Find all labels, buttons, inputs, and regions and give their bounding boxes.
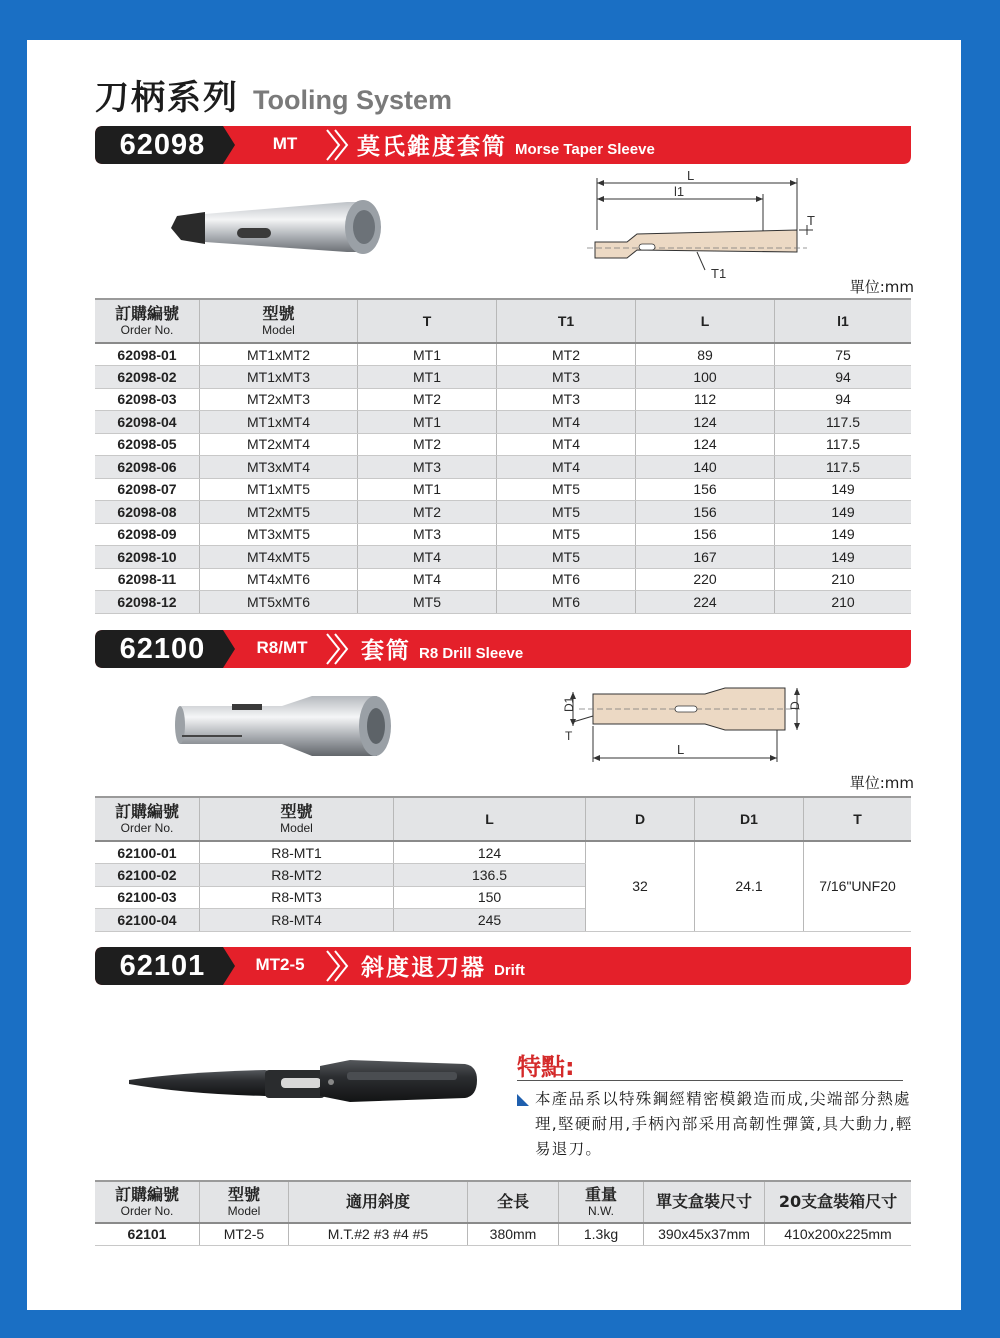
diagram1-label-T: T	[807, 213, 815, 228]
table-cell: MT4	[358, 568, 497, 591]
col-l: L	[394, 797, 586, 841]
table-cell: MT2	[358, 433, 497, 456]
table-cell: 117.5	[775, 433, 912, 456]
table-row	[95, 841, 911, 864]
section-bar-62100	[95, 630, 911, 668]
spec-table-62098	[95, 298, 911, 614]
table-cell: MT5	[497, 501, 636, 524]
table-header-row	[95, 797, 911, 841]
col-d1: D1	[695, 797, 804, 841]
table-cell: MT1	[358, 478, 497, 501]
table-cell: 32	[586, 841, 695, 931]
diagram2-label-L: L	[677, 742, 685, 757]
col-taper: 適用斜度	[289, 1181, 468, 1223]
table-cell: MT2xMT5	[200, 501, 358, 524]
bullet-triangle-icon	[517, 1094, 529, 1106]
table-cell: 62098-05	[95, 433, 200, 456]
table-cell: 149	[775, 546, 912, 569]
table-cell: 150	[394, 886, 586, 909]
col-weight: 重量 N.W.	[559, 1181, 644, 1223]
page-title-en: Tooling System	[253, 85, 453, 115]
table-cell: MT4	[497, 456, 636, 479]
table-cell: 390x45x37mm	[644, 1223, 765, 1245]
table-cell: 62101	[95, 1223, 200, 1245]
spec-table-62101	[95, 1180, 911, 1246]
table-row	[95, 1223, 911, 1245]
table-cell: 100	[636, 366, 775, 389]
table-cell: MT5	[497, 546, 636, 569]
col-order-no: 訂購編號 Order No.	[95, 797, 200, 841]
table-cell: 7/16"UNF20	[804, 841, 912, 931]
table-cell: MT2xMT3	[200, 388, 358, 411]
page-title-zh: 刀柄系列	[95, 78, 239, 118]
table-cell: MT5xMT6	[200, 591, 358, 614]
table-cell: 224	[636, 591, 775, 614]
table-cell: MT1xMT2	[200, 343, 358, 366]
table-cell: R8-MT1	[200, 841, 394, 864]
table-cell: MT2	[358, 501, 497, 524]
table-cell: 24.1	[695, 841, 804, 931]
table-cell: 245	[394, 909, 586, 932]
table-cell: 62098-02	[95, 366, 200, 389]
col-t1: T1	[497, 299, 636, 343]
table-row	[95, 366, 911, 389]
table-cell: 156	[636, 523, 775, 546]
features-text: 本產品系以特殊鋼經精密模鍛造而成,尖端部分熱處理,堅硬耐用,手柄內部采用高韌性彈簧,具大動力,輕易退刀。	[535, 1090, 913, 1158]
page-title	[95, 70, 452, 120]
table-cell: 62098-07	[95, 478, 200, 501]
table-cell: 410x200x225mm	[765, 1223, 912, 1245]
table-cell: 62098-08	[95, 501, 200, 524]
table-body	[95, 841, 911, 931]
table-cell: MT5	[358, 591, 497, 614]
table-cell: 75	[775, 343, 912, 366]
table-header-row	[95, 299, 911, 343]
unit-label-2: 單位:mm	[849, 774, 914, 792]
table-cell: MT1xMT5	[200, 478, 358, 501]
table-cell: 149	[775, 501, 912, 524]
table-cell: R8-MT3	[200, 886, 394, 909]
table-cell: R8-MT4	[200, 909, 394, 932]
section-code: 62100	[119, 633, 206, 665]
table-cell: 167	[636, 546, 775, 569]
table-cell: 62098-09	[95, 523, 200, 546]
table-cell: MT6	[497, 591, 636, 614]
r8-drill-sleeve-diagram	[555, 682, 805, 772]
table-row	[95, 433, 911, 456]
col-model: 型號 Model	[200, 1181, 289, 1223]
col-order-no: 訂購編號 Order No.	[95, 1181, 200, 1223]
diagram1-label-l1: l1	[674, 184, 685, 199]
table-cell: 94	[775, 388, 912, 411]
table-cell: 136.5	[394, 864, 586, 887]
diagram1-label-L: L	[687, 170, 695, 183]
section-title	[361, 949, 525, 982]
table-cell: M.T.#2 #3 #4 #5	[289, 1223, 468, 1245]
table-cell: 210	[775, 568, 912, 591]
unit-label-1: 單位:mm	[849, 278, 914, 296]
diagram2-label-T: T	[565, 729, 573, 743]
section-type: MT2-5	[255, 955, 305, 974]
spec-table-62100	[95, 796, 911, 932]
table-row	[95, 546, 911, 569]
section-title	[361, 632, 523, 665]
table-cell: 62100-03	[95, 886, 200, 909]
table-cell: 149	[775, 523, 912, 546]
table-cell: 124	[636, 433, 775, 456]
col-carton-size: 20支盒裝箱尺寸	[765, 1181, 912, 1223]
table-row	[95, 501, 911, 524]
table-cell: MT3xMT5	[200, 523, 358, 546]
table-cell: 1.3kg	[559, 1223, 644, 1245]
table-cell: 62100-01	[95, 841, 200, 864]
table-cell: 117.5	[775, 456, 912, 479]
table-cell: 89	[636, 343, 775, 366]
table-cell: 117.5	[775, 411, 912, 434]
table-cell: MT2	[358, 388, 497, 411]
col-t: T	[358, 299, 497, 343]
col-l: L	[636, 299, 775, 343]
features-divider	[517, 1080, 903, 1081]
diagram2-label-D1: D1	[562, 696, 576, 712]
table-cell: MT3	[358, 456, 497, 479]
table-row	[95, 343, 911, 366]
section-code: 62101	[119, 950, 206, 982]
table-body	[95, 343, 911, 613]
features-title: 特點:	[517, 1053, 575, 1081]
table-cell: MT1	[358, 411, 497, 434]
col-d: D	[586, 797, 695, 841]
col-model: 型號 Model	[200, 299, 358, 343]
section-title-en: Morse Taper Sleeve	[515, 141, 655, 158]
table-row	[95, 388, 911, 411]
section-type: MT	[272, 134, 298, 153]
table-header-row	[95, 1181, 911, 1223]
morse-taper-sleeve-image	[167, 192, 387, 262]
table-cell: MT3	[358, 523, 497, 546]
table-cell: 62100-04	[95, 909, 200, 932]
morse-taper-sleeve-diagram	[587, 170, 827, 285]
table-cell: MT2-5	[200, 1223, 289, 1245]
col-t: T	[804, 797, 912, 841]
table-cell: 62098-06	[95, 456, 200, 479]
table-cell: MT2xMT4	[200, 433, 358, 456]
diagram1-label-T1: T1	[711, 266, 727, 281]
table-row	[95, 523, 911, 546]
section-title-zh: 斜度退刀器	[361, 955, 486, 981]
table-cell: 380mm	[468, 1223, 559, 1245]
table-row	[95, 591, 911, 614]
table-cell: MT5	[497, 523, 636, 546]
table-cell: 140	[636, 456, 775, 479]
table-cell: 62098-04	[95, 411, 200, 434]
table-cell: MT4	[497, 433, 636, 456]
table-cell: 62100-02	[95, 864, 200, 887]
col-model: 型號 Model	[200, 797, 394, 841]
table-cell: MT1	[358, 366, 497, 389]
catalog-page	[27, 40, 961, 1310]
section-title-zh: 莫氏錐度套筒	[357, 134, 507, 160]
section-title-en: R8 Drill Sleeve	[419, 645, 524, 662]
r8-drill-sleeve-image	[172, 690, 392, 762]
col-length: 全長	[468, 1181, 559, 1223]
table-row	[95, 411, 911, 434]
section-type: R8/MT	[256, 638, 308, 657]
table-cell: 94	[775, 366, 912, 389]
col-box-size: 單支盒裝尺寸	[644, 1181, 765, 1223]
section-bar-62098	[95, 126, 911, 164]
table-cell: 156	[636, 478, 775, 501]
table-cell: MT4	[358, 546, 497, 569]
table-cell: 124	[394, 841, 586, 864]
table-cell: MT1xMT3	[200, 366, 358, 389]
table-cell: MT4	[497, 411, 636, 434]
table-cell: MT2	[497, 343, 636, 366]
table-cell: 62098-11	[95, 568, 200, 591]
section-title	[357, 128, 655, 161]
table-cell: MT3	[497, 366, 636, 389]
section-code: 62098	[119, 129, 206, 161]
table-cell: 210	[775, 591, 912, 614]
col-l1: l1	[775, 299, 912, 343]
table-cell: 220	[636, 568, 775, 591]
table-cell: MT4xMT6	[200, 568, 358, 591]
table-cell: MT4xMT5	[200, 546, 358, 569]
table-cell: MT3	[497, 388, 636, 411]
section-title-zh: 套筒	[361, 638, 411, 664]
col-order-no: 訂購編號 Order No.	[95, 299, 200, 343]
table-cell: 62098-10	[95, 546, 200, 569]
table-cell: MT5	[497, 478, 636, 501]
drift-image	[125, 1050, 485, 1130]
table-row	[95, 456, 911, 479]
table-cell: 124	[636, 411, 775, 434]
table-cell: 62098-03	[95, 388, 200, 411]
table-cell: MT1xMT4	[200, 411, 358, 434]
table-row	[95, 568, 911, 591]
table-row	[95, 478, 911, 501]
table-cell: R8-MT2	[200, 864, 394, 887]
table-cell: MT1	[358, 343, 497, 366]
table-cell: 62098-01	[95, 343, 200, 366]
diagram2-label-D: D	[788, 701, 802, 710]
table-cell: MT3xMT4	[200, 456, 358, 479]
table-cell: 149	[775, 478, 912, 501]
section-bar-62101	[95, 947, 911, 985]
table-cell: 112	[636, 388, 775, 411]
table-cell: 156	[636, 501, 775, 524]
table-body	[95, 1223, 911, 1245]
section-title-en: Drift	[494, 962, 525, 979]
table-cell: MT6	[497, 568, 636, 591]
table-cell: 62098-12	[95, 591, 200, 614]
